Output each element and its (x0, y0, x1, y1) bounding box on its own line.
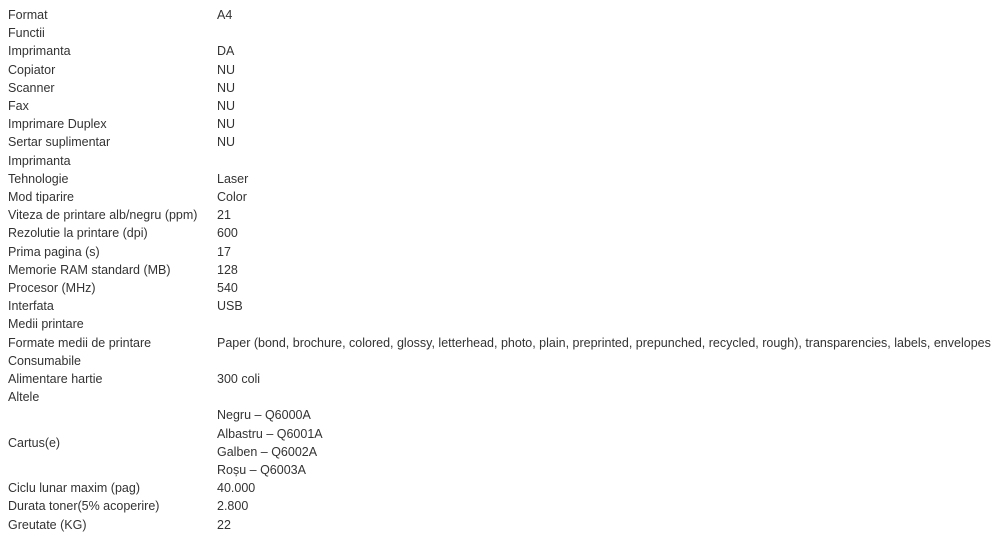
spec-label: Fax (8, 99, 29, 114)
spec-value: NU (217, 135, 236, 150)
spec-value-list (217, 406, 323, 479)
spec-row-cartridges (8, 406, 991, 479)
spec-row (8, 497, 991, 515)
spec-label: Memorie RAM standard (MB) (8, 262, 171, 277)
spec-row (8, 206, 991, 224)
spec-label: Alimentare hartie (8, 372, 103, 387)
spec-label: Greutate (KG) (8, 517, 87, 532)
spec-label: Imprimanta (8, 44, 71, 59)
spec-value: 40.000 (217, 481, 256, 496)
spec-table (8, 6, 991, 534)
spec-label: Procesor (MHz) (8, 281, 96, 296)
spec-label: Ciclu lunar maxim (pag) (8, 481, 140, 496)
spec-label: Tehnologie (8, 171, 69, 186)
spec-value: 600 (217, 226, 238, 241)
spec-row (8, 42, 991, 60)
spec-label: Altele (8, 390, 40, 405)
spec-label: Mod tiparire (8, 190, 74, 205)
spec-label: Rezolutie la printare (dpi) (8, 226, 148, 241)
spec-value: DA (217, 44, 235, 59)
spec-section-heading (8, 24, 991, 42)
spec-value: 17 (217, 244, 231, 259)
cartridge-item: Negru – Q6000A (217, 408, 311, 423)
spec-value: NU (217, 80, 236, 95)
spec-row (8, 97, 991, 115)
spec-row (8, 170, 991, 188)
spec-row (8, 334, 991, 352)
spec-value: NU (217, 99, 236, 114)
spec-row (8, 479, 991, 497)
spec-row (8, 115, 991, 133)
spec-row (8, 279, 991, 297)
spec-section-heading (8, 352, 991, 370)
spec-value: Laser (217, 171, 249, 186)
spec-section-heading (8, 388, 991, 406)
spec-value: Color (217, 190, 247, 205)
spec-row (8, 61, 991, 79)
spec-label: Functii (8, 26, 45, 41)
spec-label: Cartus(e) (8, 435, 61, 450)
spec-section-heading (8, 315, 991, 333)
spec-label: Formate medii de printare (8, 335, 152, 350)
spec-row (8, 370, 991, 388)
cartridge-item: Roșu – Q6003A (217, 463, 306, 478)
cartridge-item: Galben – Q6002A (217, 444, 318, 459)
spec-label: Prima pagina (s) (8, 244, 100, 259)
spec-value: 22 (217, 517, 231, 532)
spec-row (8, 224, 991, 242)
spec-row (8, 133, 991, 151)
spec-label: Interfata (8, 299, 54, 314)
cartridge-item: Albastru – Q6001A (217, 426, 323, 441)
spec-row (8, 188, 991, 206)
spec-label: Consumabile (8, 353, 81, 368)
spec-label: Viteza de printare alb/negru (ppm) (8, 208, 198, 223)
spec-value: 2.800 (217, 499, 249, 514)
spec-value: NU (217, 62, 236, 77)
spec-label: Imprimare Duplex (8, 117, 107, 132)
spec-row (8, 6, 991, 24)
spec-row (8, 261, 991, 279)
spec-section-heading (8, 152, 991, 170)
spec-row (8, 79, 991, 97)
spec-label: Imprimanta (8, 153, 71, 168)
spec-label: Scanner (8, 80, 55, 95)
spec-row (8, 516, 991, 534)
spec-label: Sertar suplimentar (8, 135, 111, 150)
spec-value: Paper (bond, brochure, colored, glossy, letterhead, photo, plain, preprinted, prepunched, recycled, rough), transparencies, labels, envelopes (217, 335, 991, 350)
spec-row (8, 243, 991, 261)
spec-label: Format (8, 8, 48, 22)
spec-value: 21 (217, 208, 231, 223)
spec-label: Medii printare (8, 317, 84, 332)
spec-value: 540 (217, 281, 238, 296)
spec-value: 128 (217, 262, 238, 277)
spec-label: Durata toner(5% acoperire) (8, 499, 160, 514)
spec-value: A4 (217, 8, 233, 22)
spec-value: USB (217, 299, 243, 314)
spec-value: 300 coli (217, 372, 261, 387)
spec-value: NU (217, 117, 236, 132)
spec-label: Copiator (8, 62, 56, 77)
spec-row (8, 297, 991, 315)
